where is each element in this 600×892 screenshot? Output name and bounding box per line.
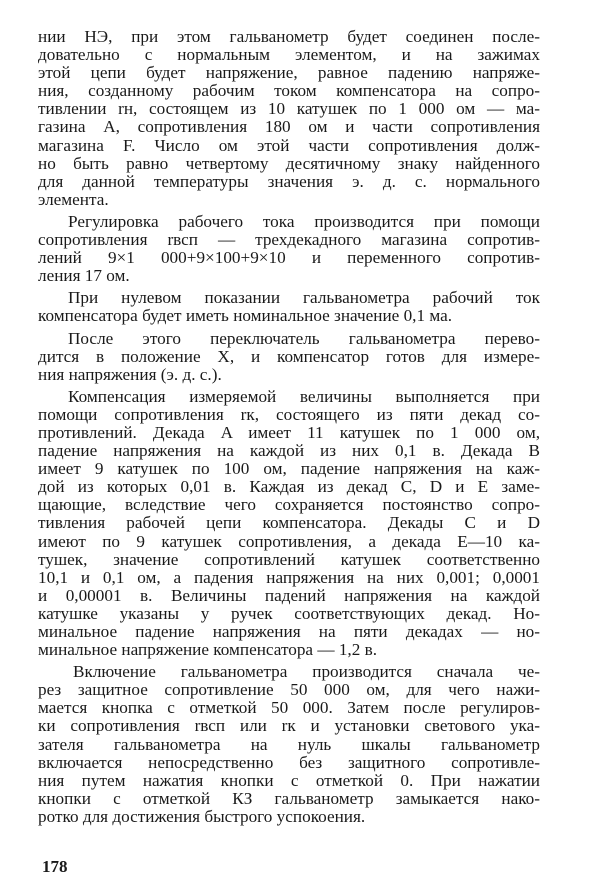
text-line: ления 17 ом.	[38, 266, 130, 286]
text-line: ния путем нажатия кнопки с отметкой 0. При нажатии	[38, 770, 540, 790]
text-line: тушек, значение сопротивлений катушек соответственно	[38, 549, 540, 569]
text-line: минальное падение напряжения на пяти декадах — но-	[38, 622, 540, 641]
text-line: имеют по 9 катушек сопротивления, а декада E—10 ка-	[38, 531, 540, 551]
text-line: После этого переключатель гальванометра перево-	[68, 328, 540, 348]
paragraph	[38, 28, 540, 209]
paragraph	[38, 289, 540, 325]
text-line: газина A, сопротивления 180 ом и части сопротивления	[38, 117, 540, 137]
book-page-text	[38, 28, 540, 830]
text-line: 10,1 и 0,1 ом, а падения напряжения на них 0,001; 0,0001	[38, 567, 540, 587]
text-line: Регулировка рабочего тока производится при помощи	[68, 211, 540, 231]
paragraph	[38, 213, 540, 285]
paragraph	[38, 330, 540, 384]
text-line: ния напряжения (э. д. с.).	[38, 364, 222, 384]
text-line: нии НЭ, при этом гальванометр будет соединен после-	[38, 27, 540, 46]
text-line: для данной температуры значения э. д. с. нормального	[38, 171, 540, 191]
paragraph	[38, 663, 540, 826]
text-line: довательно с нормальным элементом, и на зажимах	[38, 45, 540, 65]
text-line: катушке указаны у ручек соответствующих декад. Но-	[38, 603, 540, 623]
text-line: лений 9×1 000+9×100+9×10 и переменного сопротив-	[38, 248, 540, 268]
text-line: дится в положение X, и компенсатор готов для измере-	[38, 346, 540, 366]
paragraph	[38, 388, 540, 659]
text-line: помощи сопротивления rк, состоящего из пяти декад со-	[38, 404, 540, 424]
text-line: падение напряжения на каждой из них 0,1 в. Декада B	[38, 441, 540, 461]
text-line: ки сопротивления rвсп или rк и установки светового ука-	[38, 716, 540, 736]
text-line: противлений. Декада A имеет 11 катушек по 1 000 ом,	[38, 422, 540, 442]
text-line: кнопки с отметкой КЗ гальванометр замыкается нако-	[38, 788, 540, 808]
text-line: щающие, вследствие чего сохраняется постоянство сопро-	[38, 495, 540, 515]
text-line: ротко для достижения быстрого успокоения.	[38, 806, 366, 826]
text-line: магазина F. Число ом этой части сопротивления долж-	[38, 135, 540, 155]
text-line: и 0,00001 в. Величины падений напряжения на каждой	[38, 585, 540, 605]
text-line: дой из которых 0,01 в. Каждая из декад C, D и E заме-	[38, 477, 540, 497]
text-line: тивлении rн, состоящем из 10 катушек по 1 000 ом — ма-	[38, 99, 540, 119]
text-line: но быть равно четвертому десятичному знаку найденного	[38, 153, 540, 173]
text-line: сопротивления rвсп — трехдекадного магазина сопротив-	[38, 230, 540, 250]
text-line: этой цепи будет напряжение, равное падению напряже-	[38, 63, 540, 83]
text-line: тивления рабочей цепи компенсатора. Декады C и D	[38, 513, 540, 533]
page-number: 178	[42, 857, 68, 876]
text-line: зателя гальванометра на нуль шкалы гальванометр	[38, 734, 540, 754]
text-line: ния, созданному рабочим током компенсатора на сопро-	[38, 81, 540, 101]
text-line: минальное напряжение компенсатора — 1,2 в.	[38, 640, 378, 660]
text-line: элемента.	[38, 189, 109, 209]
text-line: мается кнопка с отметкой 50 000. Затем после регулиров-	[38, 698, 540, 718]
text-line: При нулевом показании гальванометра рабочий ток	[68, 288, 540, 308]
text-line: Включение гальванометра производится сначала че-	[73, 662, 540, 682]
text-line: Компенсация измеряемой величины выполняется при	[68, 386, 540, 406]
text-line: включается непосредственно без защитного сопротивле-	[38, 752, 540, 772]
text-line: компенсатора будет иметь номинальное значение 0,1 ма.	[38, 306, 453, 326]
text-line: рез защитное сопротивление 50 000 ом, для чего нажи-	[38, 680, 540, 700]
text-line: имеет 9 катушек по 100 ом, падение напряжения на каж-	[38, 459, 540, 479]
